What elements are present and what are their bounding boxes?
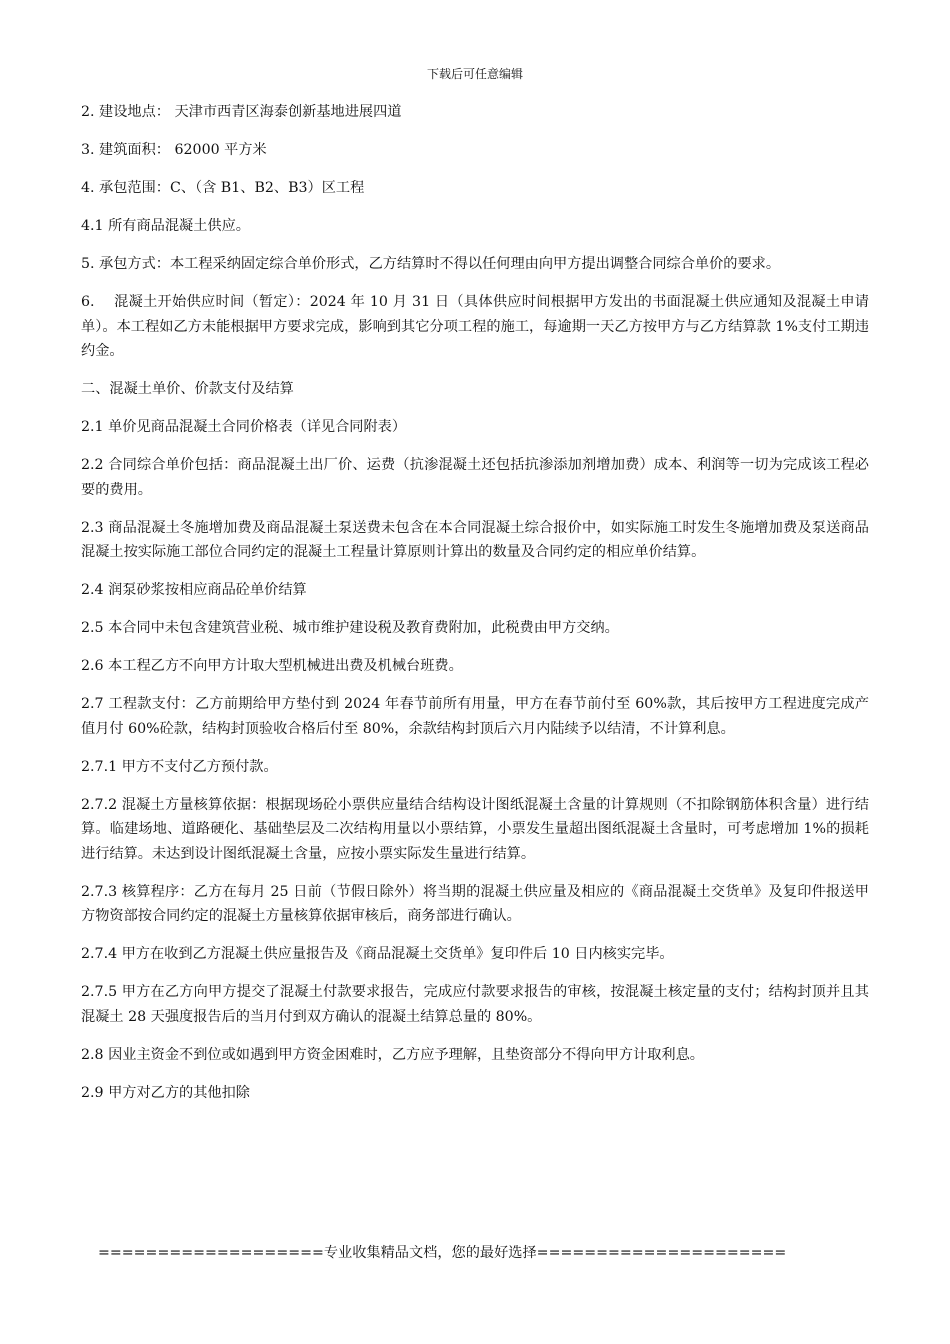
clause-4-scope: 4. 承包范围：C、（含 B1、B2、B3）区工程: [81, 180, 365, 196]
clause-6-supply-start: 6. 混凝土开始供应时间（暂定）：2024 年 10 月 31 日（具体供应时间根据甲方发出的书面混凝土供应通知及混凝土申请单）。本工程如乙方未能根据甲方要求完成，影响到其它分项工程的施工，每逾期一天乙方按甲方与乙方结算款 1%支付工期违约金。: [81, 294, 869, 359]
page-header-note: 下载后可任意编辑: [426, 67, 523, 81]
clause-2-8-funding: 2.8 因业主资金不到位或如遇到甲方资金困难时，乙方应予理解，且垫资部分不得向甲方计取利息。: [81, 1046, 704, 1063]
clause-2-location: 2. 建设地点： 天津市西青区海泰创新基地进展四道: [81, 104, 402, 120]
clause-2-6-machinery-fees: 2.6 本工程乙方不向甲方计取大型机械进出费及机械台班费。: [81, 658, 463, 674]
clause-2-7-1-no-prepayment: 2.7.1 甲方不支付乙方预付款。: [81, 758, 278, 775]
clause-2-3-winter-pump-fees: 2.3 商品混凝土冬施增加费及商品混凝土泵送费未包含在本合同混凝土综合报价中，如实际施工时发生冬施增加费及泵送商品混凝土按实际施工部位合同约定的混凝土工程量计算原则计算出的数量及合同约定的相应单价结算。: [81, 519, 869, 560]
clause-2-2-price-includes: 2.2 合同综合单价包括：商品混凝土出厂价、运费（抗渗混凝土还包括抗渗添加剂增加费）成本、利润等一切为完成该工程必要的费用。: [81, 457, 869, 498]
clause-2-7-5-settlement: 2.7.5 甲方在乙方向甲方提交了混凝土付款要求报告，完成应付款要求报告的审核，按混凝土核定量的支付；结构封顶并且其混凝土 28 天强度报告后的当月付到双方确认的混凝土结算总量的 80%。: [81, 984, 869, 1025]
document-body: [81, 100, 869, 1119]
clause-2-7-payment: 2.7 工程款支付：乙方前期给甲方垫付到 2024 年春节前所有用量，甲方在春节前付至 60%款，其后按甲方工程进度完成产值月付 60%砼款，结构封顶验收合格后付至 80%，余款结构封顶后六月内陆续予以结清，不计算利息。: [81, 696, 869, 737]
page-footer-banner: ===================专业收集精品文档，您的最好选择=====================: [98, 1245, 787, 1261]
clause-2-7-3-procedure: 2.7.3 核算程序：乙方在每月 25 日前（节假日除外）将当期的混凝土供应量及相应的《商品混凝土交货单》及复印件报送甲方物资部按合同约定的混凝土方量核算依据审核后，商务部进行确认。: [81, 883, 869, 924]
clause-4-1-supply: 4.1 所有商品混凝土供应。: [81, 218, 250, 234]
clause-2-9-deductions: 2.9 甲方对乙方的其他扣除: [81, 1084, 250, 1101]
clause-2-4-pump-mortar: 2.4 润泵砂浆按相应商品砼单价结算: [81, 582, 307, 598]
clause-3-area: 3. 建筑面积： 62000 平方米: [81, 142, 267, 158]
clause-2-5-taxes: 2.5 本合同中未包含建筑营业税、城市维护建设税及教育费附加，此税费由甲方交纳。: [81, 620, 619, 636]
clause-2-7-4-verification: 2.7.4 甲方在收到乙方混凝土供应量报告及《商品混凝土交货单》复印件后 10 日内核实完毕。: [81, 946, 674, 962]
clause-2-1-unit-price: 2.1 单价见商品混凝土合同价格表（详见合同附表）: [81, 419, 407, 435]
clause-2-7-2-volume-basis: 2.7.2 混凝土方量核算依据：根据现场砼小票供应量结合结构设计图纸混凝土含量的计算规则（不扣除钢筋体积含量）进行结算。临建场地、道路硬化、基础垫层及二次结构用量以小票结算，小票发生量超出图纸混凝土含量时，可考虑增加 1%的损耗进行结算。未达到设计图纸混凝土含量，应按小票实际发生量进行结算。: [81, 796, 869, 862]
section-heading-pricing: 二、混凝土单价、价款支付及结算: [81, 381, 294, 397]
clause-5-contract-mode: 5. 承包方式：本工程采纳固定综合单价形式，乙方结算时不得以任何理由向甲方提出调整合同综合单价的要求。: [81, 256, 781, 272]
